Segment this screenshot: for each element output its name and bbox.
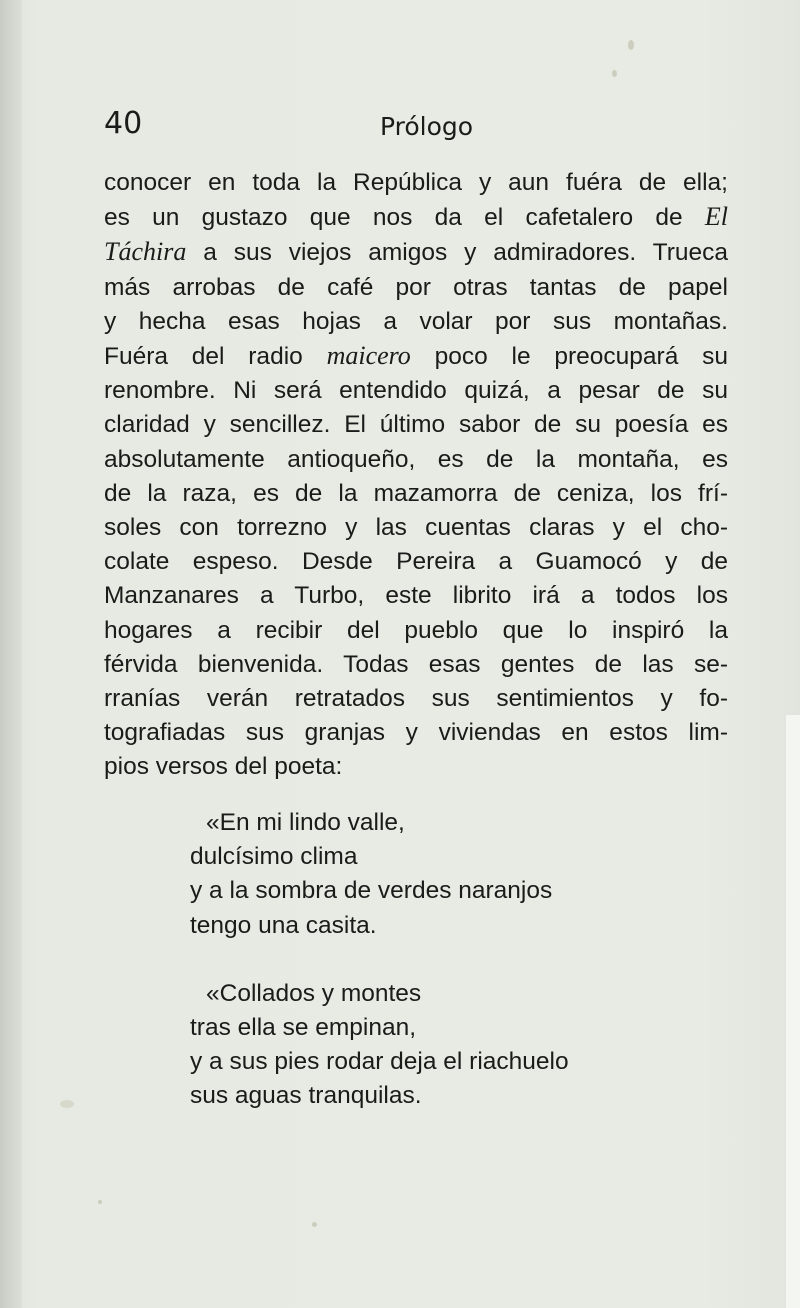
poem-stanza bbox=[190, 806, 569, 943]
text-line: Fuéra del radio maicero poco le preocupará su bbox=[104, 341, 728, 371]
page-header bbox=[0, 100, 800, 150]
paper-speck bbox=[628, 40, 634, 50]
text-line: es un gustazo que nos da el cafetalero de El bbox=[104, 202, 729, 232]
verse-line: tras ella se empinan, bbox=[190, 1014, 417, 1042]
text-line: rranías verán retratados sus sentimientos y fo- bbox=[104, 685, 728, 713]
verse-line: sus aguas tranquilas. bbox=[190, 1082, 422, 1110]
text-line: colate espeso. Desde Pereira a Guamocó y de bbox=[104, 548, 728, 576]
text-line: renombre. Ni será entendido quizá, a pesar de su bbox=[104, 377, 728, 405]
verse-line: y a la sombra de verdes naranjos bbox=[190, 877, 553, 905]
verse-line: dulcísimo clima bbox=[190, 843, 358, 871]
verse-line: «En mi lindo valle, bbox=[206, 809, 405, 836]
page-right-edge bbox=[786, 715, 800, 1308]
poem-quote bbox=[190, 806, 569, 1114]
text-line: claridad y sencillez. El último sabor de su poesía es bbox=[104, 411, 728, 439]
italic-word: maicero bbox=[326, 341, 411, 371]
page-number: 40 bbox=[104, 106, 143, 141]
text-line: y hecha esas hojas a volar por sus montañas. bbox=[104, 307, 728, 335]
text-line: más arrobas de café por otras tantas de papel bbox=[104, 273, 728, 301]
text-line: Táchira a sus viejos amigos y admiradores. Trueca bbox=[104, 237, 729, 267]
paper-speck bbox=[612, 70, 617, 77]
text-line: férvida bienvenida. Todas esas gentes de las se- bbox=[104, 650, 728, 678]
paper-speck bbox=[312, 1222, 317, 1227]
verse-line: «Collados y montes bbox=[206, 979, 422, 1007]
text-line: Manzanares a Turbo, este librito irá a todos los bbox=[104, 582, 728, 610]
poem-stanza bbox=[190, 977, 569, 1114]
running-title: Prólogo bbox=[380, 112, 474, 141]
verse-line: tengo una casita. bbox=[190, 911, 377, 939]
italic-title: El bbox=[704, 202, 729, 232]
text-line: tografiadas sus granjas y viviendas en estos lim- bbox=[104, 719, 728, 747]
text-line: hogares a recibir del pueblo que lo inspiró la bbox=[104, 616, 728, 644]
paper-speck bbox=[98, 1200, 102, 1204]
text-line: soles con torrezno y las cuentas claras y el cho- bbox=[104, 514, 728, 542]
verse-line: y a sus pies rodar deja el riachuelo bbox=[190, 1048, 569, 1076]
text-line: pios versos del poeta: bbox=[104, 753, 343, 781]
italic-title: Táchira bbox=[104, 237, 187, 267]
text-line: de la raza, es de la mazamorra de ceniza, los frí- bbox=[104, 479, 728, 507]
text-line: conocer en toda la República y aun fuéra de ella; bbox=[104, 169, 728, 196]
prologue-paragraph bbox=[104, 166, 728, 785]
page-binding-edge bbox=[0, 0, 22, 1308]
text-line: absolutamente antioqueño, es de la montaña, es bbox=[104, 445, 728, 473]
paper-speck bbox=[60, 1100, 74, 1108]
